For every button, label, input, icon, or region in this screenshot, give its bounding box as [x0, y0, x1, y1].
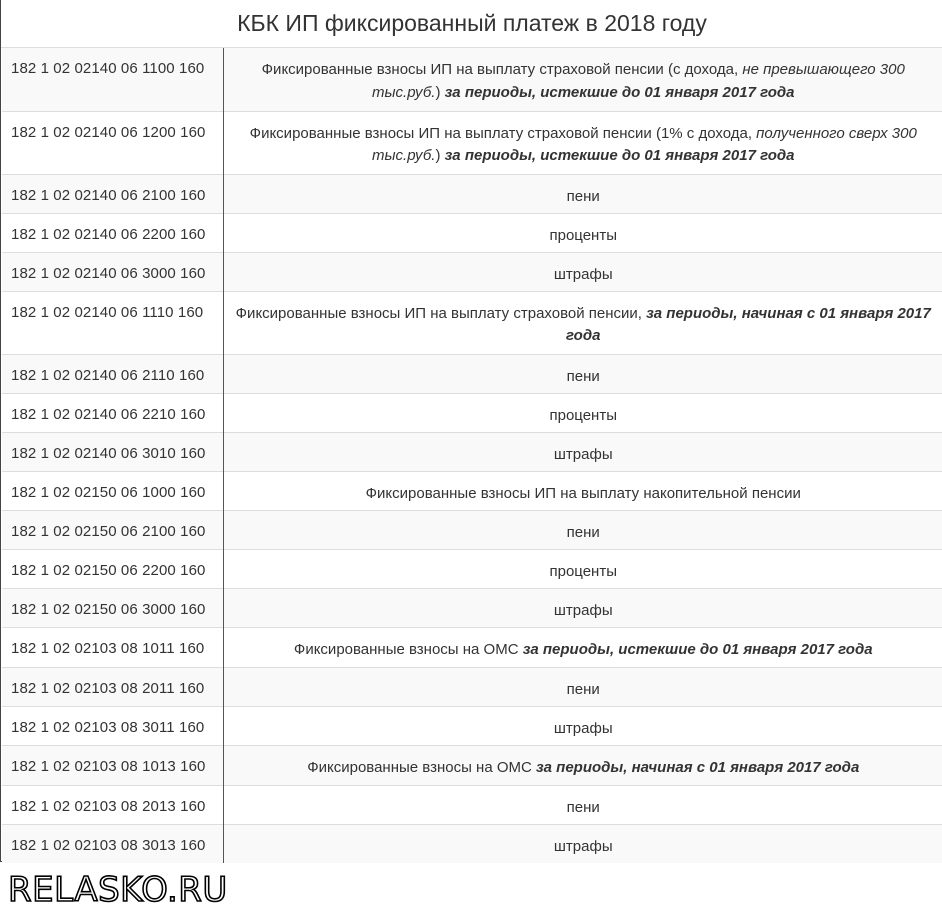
- description-text: штрафы: [553, 837, 613, 855]
- description-text: Фиксированные взносы ИП на выплату страховой пенсии,: [235, 304, 647, 322]
- table-row: [2, 745, 942, 785]
- kbk-code-cell: 182 1 02 02140 06 1100 160: [2, 48, 223, 111]
- kbk-code-cell: 182 1 02 02103 08 2013 160: [2, 785, 223, 824]
- table-row: [2, 174, 942, 213]
- kbk-code-cell: 182 1 02 02150 06 3000 160: [2, 588, 223, 627]
- description-text: пени: [566, 680, 600, 698]
- description-italic-text: полученного сверх 300 тыс.руб.: [372, 124, 917, 164]
- table-row: [2, 824, 942, 863]
- description-text: штрафы: [553, 719, 613, 737]
- kbk-code-cell: 182 1 02 02103 08 2011 160: [2, 667, 223, 706]
- kbk-code-cell: 182 1 02 02140 06 2210 160: [2, 393, 223, 432]
- kbk-code-cell: 182 1 02 02103 08 3011 160: [2, 706, 223, 745]
- description-cell: [223, 432, 942, 471]
- description-cell: [223, 785, 942, 824]
- description-text: штрафы: [553, 445, 613, 463]
- description-text: Фиксированные взносы на ОМС: [307, 758, 536, 776]
- description-cell: [223, 667, 942, 706]
- description-cell: [223, 824, 942, 863]
- description-text: проценты: [549, 562, 617, 580]
- kbk-code-cell: 182 1 02 02140 06 3000 160: [2, 252, 223, 291]
- table-row: [2, 354, 942, 393]
- kbk-table: [2, 48, 942, 863]
- description-text: пени: [566, 187, 600, 205]
- kbk-code-cell: 182 1 02 02150 06 2200 160: [2, 549, 223, 588]
- description-period-text: за периоды, истекшие до 01 января 2017 года: [522, 640, 873, 658]
- kbk-code-cell: 182 1 02 02140 06 2100 160: [2, 174, 223, 213]
- kbk-code-cell: 182 1 02 02150 06 1000 160: [2, 471, 223, 510]
- description-cell: [223, 252, 942, 291]
- description-text: Фиксированные взносы ИП на выплату страховой пенсии (с дохода,: [261, 61, 743, 78]
- table-row: [2, 291, 942, 354]
- table-row: [2, 111, 942, 174]
- kbk-code-cell: 182 1 02 02140 06 1200 160: [2, 111, 223, 174]
- description-text: штрафы: [553, 601, 613, 619]
- table-title: КБК ИП фиксированный платеж в 2018 году: [1, 0, 942, 48]
- description-cell: [223, 745, 942, 785]
- description-text: проценты: [549, 406, 617, 424]
- description-text: Фиксированные взносы ИП на выплату накопительной пенсии: [365, 484, 801, 502]
- description-text-tail: ): [435, 147, 445, 164]
- description-cell: [223, 588, 942, 627]
- table-row: [2, 432, 942, 471]
- site-watermark: RELASKO.RU: [8, 870, 228, 910]
- description-cell: [223, 213, 942, 252]
- kbk-code-cell: 182 1 02 02140 06 2110 160: [2, 354, 223, 393]
- table-row: [2, 48, 942, 111]
- kbk-code-cell: 182 1 02 02103 08 3013 160: [2, 824, 223, 863]
- kbk-code-cell: 182 1 02 02103 08 1013 160: [2, 745, 223, 785]
- description-text: штрафы: [553, 265, 613, 283]
- description-cell: [223, 549, 942, 588]
- table-row: [2, 393, 942, 432]
- description-period-text: за периоды, истекшие до 01 января 2017 года: [444, 83, 795, 101]
- description-italic-text: не превышающего 300 тыс.руб.: [372, 61, 905, 101]
- table-row: [2, 588, 942, 627]
- description-text: пени: [566, 798, 600, 816]
- description-text: проценты: [549, 226, 617, 244]
- description-text: пени: [566, 523, 600, 541]
- kbk-code-cell: 182 1 02 02103 08 1011 160: [2, 627, 223, 667]
- description-cell: [223, 471, 942, 510]
- description-period-text: за периоды, начиная с 01 января 2017 года: [566, 304, 931, 344]
- description-cell: [223, 627, 942, 667]
- description-text: Фиксированные взносы на ОМС: [293, 640, 523, 658]
- table-row: [2, 549, 942, 588]
- table-row: [2, 213, 942, 252]
- table-row: [2, 252, 942, 291]
- description-cell: [223, 706, 942, 745]
- description-cell: [223, 510, 942, 549]
- table-row: [2, 785, 942, 824]
- table-row: [2, 667, 942, 706]
- kbk-code-cell: 182 1 02 02140 06 2200 160: [2, 213, 223, 252]
- kbk-code-cell: 182 1 02 02140 06 3010 160: [2, 432, 223, 471]
- table-row: [2, 510, 942, 549]
- kbk-table-body: [2, 48, 942, 863]
- table-row: [2, 706, 942, 745]
- description-cell: [223, 393, 942, 432]
- description-cell: [223, 174, 942, 213]
- description-text-tail: ): [435, 83, 445, 101]
- table-row: [2, 627, 942, 667]
- kbk-code-cell: 182 1 02 02140 06 1110 160: [2, 291, 223, 354]
- description-cell: [223, 291, 942, 354]
- description-cell: [223, 354, 942, 393]
- description-text: пени: [566, 367, 600, 385]
- table-row: [2, 471, 942, 510]
- description-cell: [223, 48, 942, 111]
- description-cell: [223, 111, 942, 174]
- description-text: Фиксированные взносы ИП на выплату страховой пенсии (1% с дохода,: [249, 124, 757, 142]
- description-period-text: за периоды, начиная с 01 января 2017 года: [536, 758, 860, 776]
- description-period-text: за периоды, истекшие до 01 января 2017 года: [444, 147, 795, 164]
- kbk-code-cell: 182 1 02 02150 06 2100 160: [2, 510, 223, 549]
